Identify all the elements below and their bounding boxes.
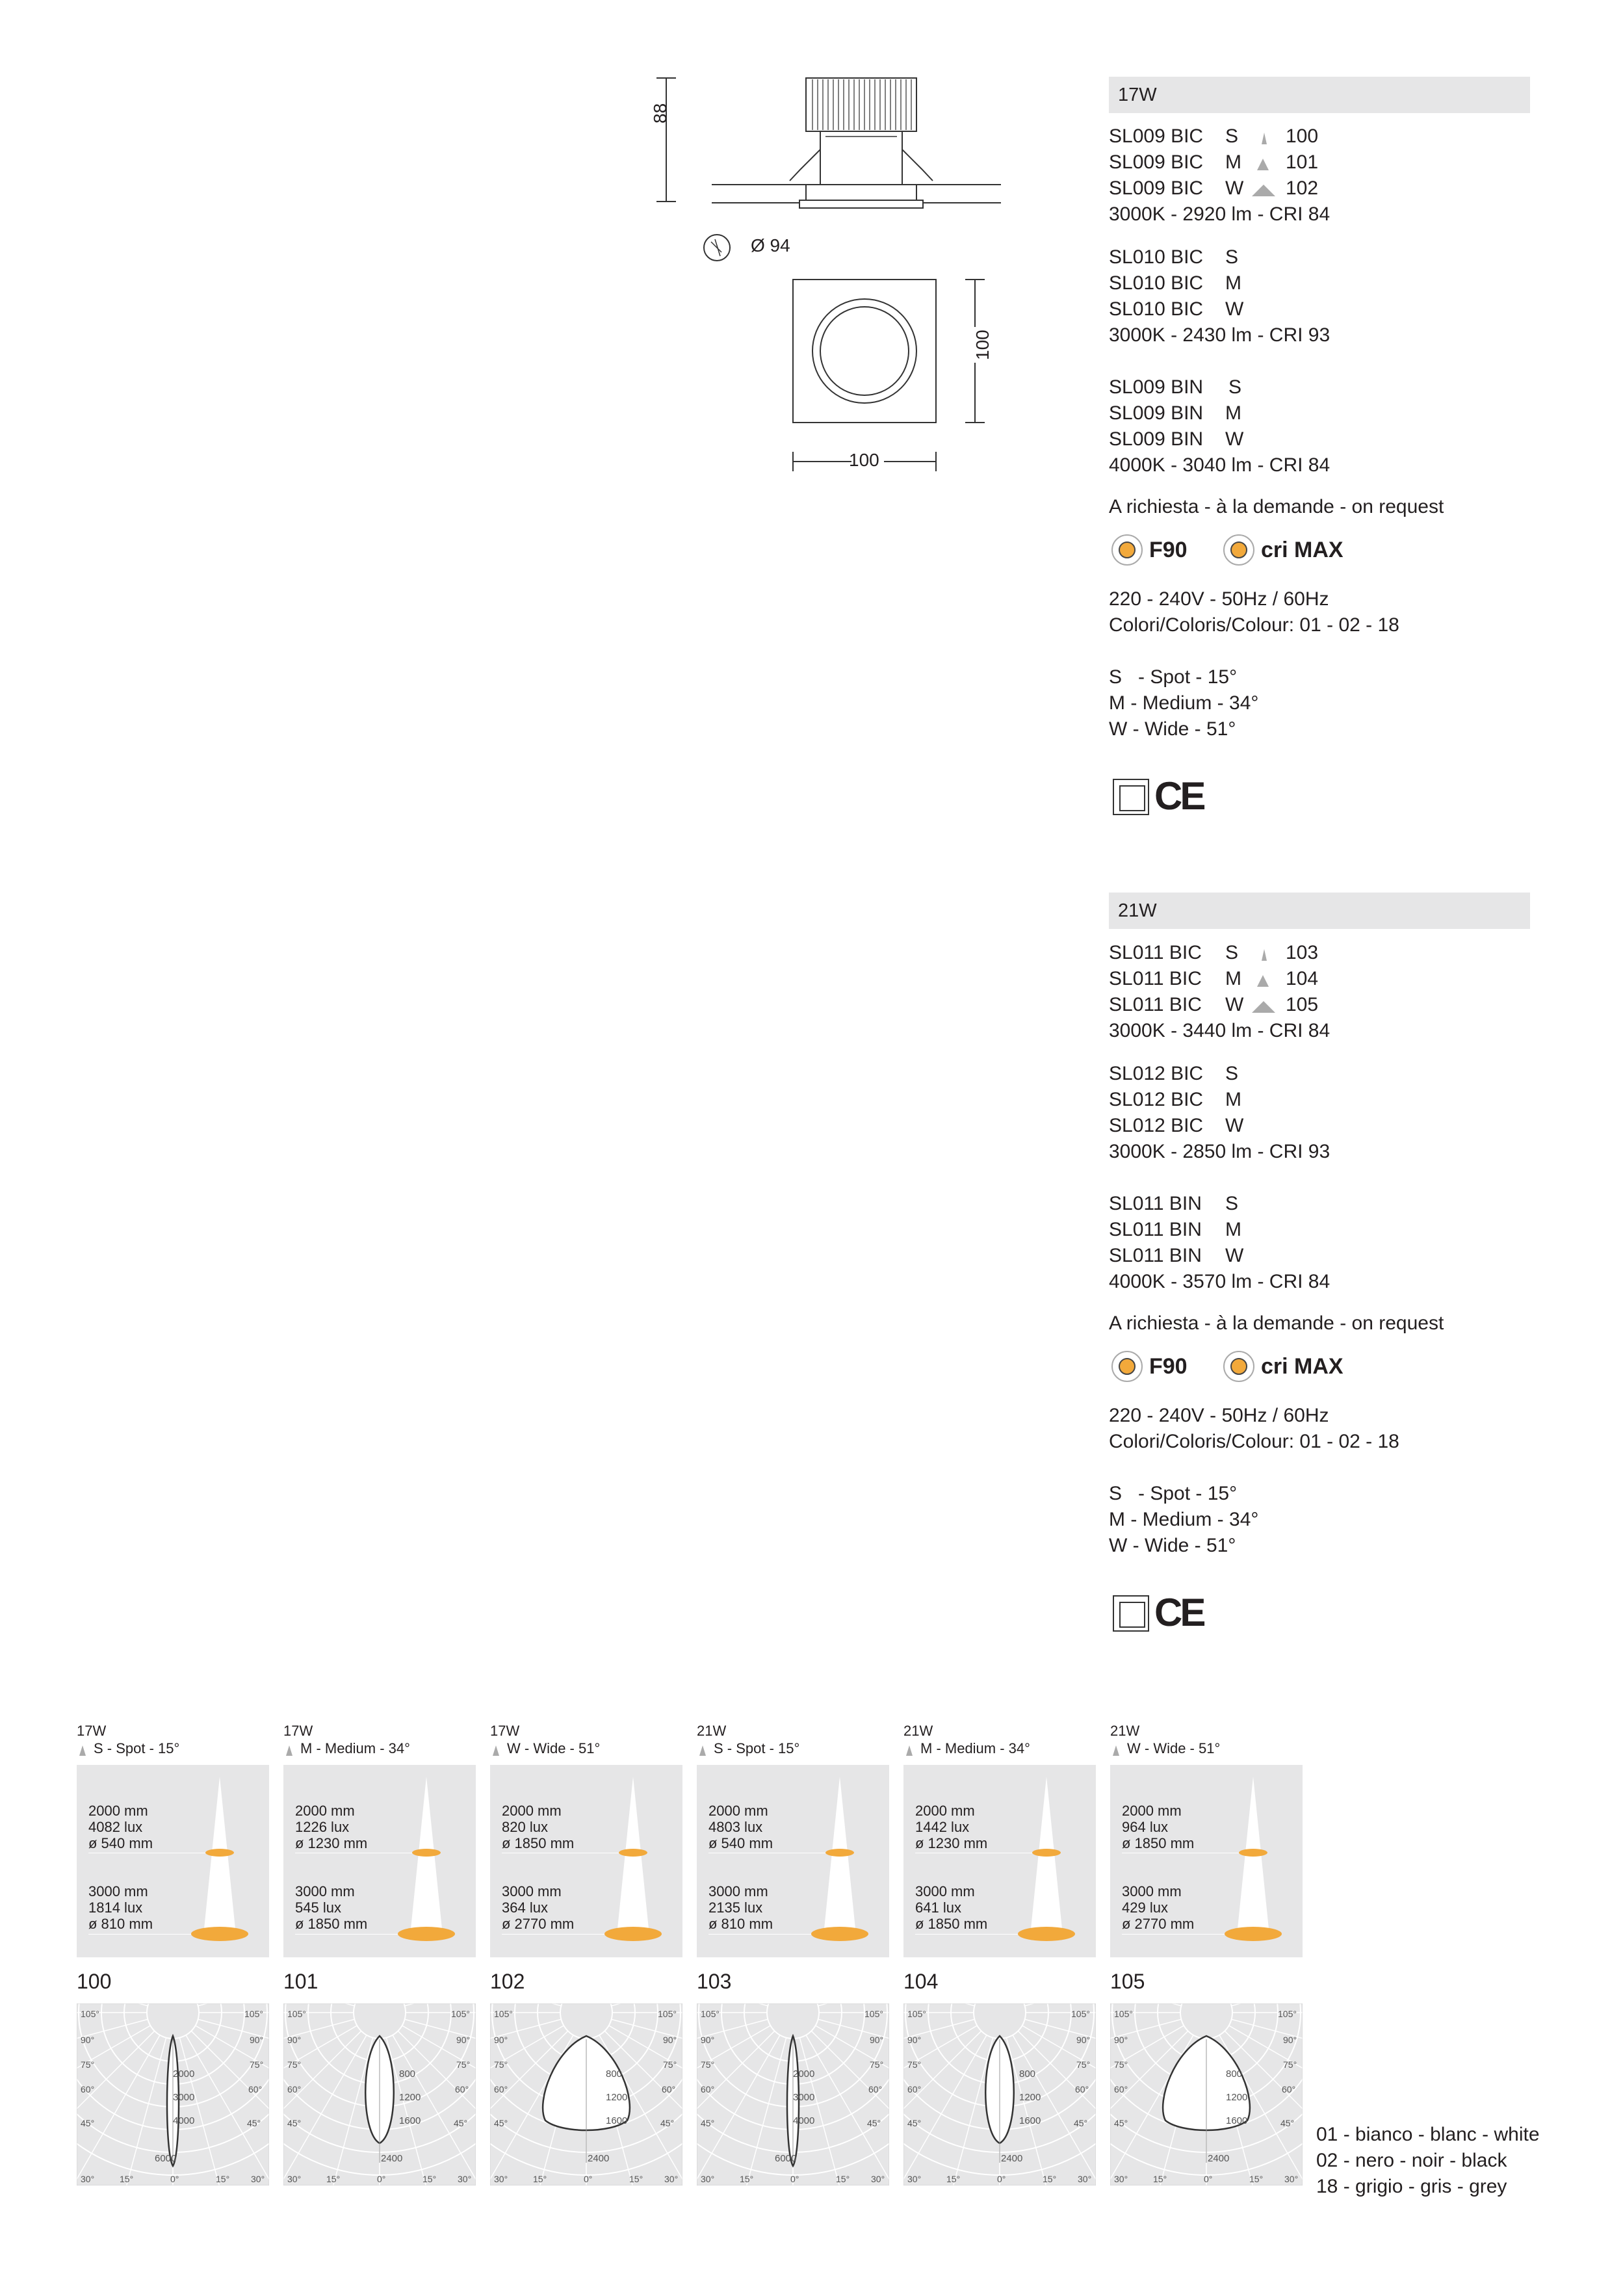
diagram-ref: 103: [1286, 942, 1319, 963]
angle-label: 30°: [1114, 2174, 1128, 2184]
angle-label: 15°: [1249, 2174, 1264, 2184]
angle-label: 90°: [1076, 2035, 1091, 2045]
angle-label: 45°: [1074, 2118, 1088, 2128]
cone-o1: ø 1230 mm: [915, 1835, 988, 1851]
angle-label: 60°: [701, 2084, 715, 2094]
medium-triangle-icon: [1253, 157, 1273, 172]
beam-letter: S: [1225, 942, 1239, 963]
beam-letter: W: [1225, 1115, 1244, 1136]
cone-l2: 364 lux: [502, 1899, 548, 1916]
intensity-label: 2000: [173, 2068, 195, 2080]
beam-wide: W - Wide - 51°: [1109, 1535, 1236, 1556]
colour-legend-item: 02 - nero - noir - black: [1316, 2150, 1507, 2171]
angle-label: 90°: [456, 2035, 471, 2045]
angle-label: 15°: [120, 2174, 134, 2184]
on-request-label: A richiesta - à la demande - on request: [1109, 496, 1444, 517]
cone-o1: ø 1230 mm: [295, 1835, 368, 1851]
beam-letter: M: [1225, 272, 1241, 294]
angle-label: 45°: [454, 2118, 468, 2128]
angle-label: 15°: [946, 2174, 961, 2184]
beam-letter: M: [1225, 1219, 1241, 1240]
beam-letter: M: [1225, 402, 1241, 424]
angle-label: 105°: [907, 2009, 926, 2019]
angle-label: 75°: [287, 2059, 302, 2070]
beam-spot: S - Spot - 15°: [1109, 666, 1238, 688]
beam-letter: W: [1225, 298, 1244, 320]
beam-letter: S: [1225, 125, 1239, 147]
polar-diagram: [490, 2003, 682, 2185]
cone-l1: 4803 lux: [708, 1819, 763, 1835]
cone-d2: 3000 mm: [88, 1883, 148, 1899]
angle-label: 60°: [287, 2084, 302, 2094]
cone-l2: 429 lux: [1122, 1899, 1168, 1916]
panel-power: 17W: [77, 1723, 107, 1739]
diagram-ref: 105: [1286, 994, 1319, 1015]
angle-label: 0°: [997, 2174, 1006, 2184]
spec-line: 3000K - 3440 lm - CRI 84: [1109, 1020, 1331, 1041]
angle-label: 15°: [1043, 2174, 1057, 2184]
cone-d2: 3000 mm: [502, 1883, 562, 1899]
beam-triangle-icon: [1110, 1744, 1123, 1757]
product-code: SL011 BIC: [1109, 994, 1202, 1015]
intensity-label: 1600: [399, 2115, 421, 2126]
angle-label: 75°: [250, 2059, 264, 2070]
angle-label: 15°: [1153, 2174, 1167, 2184]
angle-label: 30°: [871, 2174, 885, 2184]
angle-label: 45°: [1280, 2118, 1295, 2128]
diagram-ref: 104: [1286, 968, 1319, 989]
fixture-front-drawing: [786, 273, 1007, 488]
beam-spot-near: [205, 1849, 234, 1857]
beam-cone: [490, 1765, 682, 1957]
angle-label: 75°: [81, 2059, 95, 2070]
medium-triangle-icon: [1253, 974, 1273, 988]
cone-l2: 1814 lux: [88, 1899, 143, 1916]
product-code: SL010 BIC: [1109, 298, 1204, 320]
cri-max-label: cri MAX: [1261, 537, 1344, 562]
intensity-label: 2400: [1001, 2153, 1023, 2164]
beam-cone: [283, 1765, 476, 1957]
cri-max-icon: [1223, 534, 1254, 566]
polar-diagram: [283, 2003, 476, 2185]
angle-label: 105°: [701, 2009, 720, 2019]
product-code: SL012 BIC: [1109, 1115, 1204, 1136]
beam-cone: [697, 1765, 889, 1957]
angle-label: 105°: [81, 2009, 99, 2019]
product-code: SL012 BIC: [1109, 1063, 1204, 1084]
intensity-label: 2400: [588, 2153, 610, 2164]
angle-label: 30°: [251, 2174, 265, 2184]
polar-diagram: [1110, 2003, 1303, 2185]
angle-label: 0°: [1204, 2174, 1213, 2184]
angle-label: 75°: [663, 2059, 677, 2070]
intensity-label: 3000: [793, 2092, 815, 2103]
cone-d2: 3000 mm: [915, 1883, 975, 1899]
f90-badge: [1111, 1348, 1188, 1385]
angle-label: 45°: [867, 2118, 881, 2128]
spot-triangle-icon: [1256, 131, 1273, 146]
angle-label: 30°: [664, 2174, 679, 2184]
intensity-label: 1600: [1019, 2115, 1041, 2126]
cone-l2: 545 lux: [295, 1899, 341, 1916]
polar-diagram: [77, 2003, 269, 2185]
cone-l2: 2135 lux: [708, 1899, 763, 1916]
cutout-diameter: Ø 94: [751, 235, 790, 255]
diagram-number: 103: [697, 1970, 732, 1993]
diagram-ref: 101: [1286, 151, 1319, 173]
angle-label: 105°: [658, 2009, 677, 2019]
panel-beam: S - Spot - 15°: [714, 1740, 800, 1756]
beam-triangle-icon: [283, 1744, 296, 1757]
beam-cone-panel: [490, 1765, 682, 1957]
voltage: 220 - 240V - 50Hz / 60Hz: [1109, 588, 1329, 610]
beam-spot-far: [604, 1927, 662, 1941]
cone-o2: ø 2770 mm: [502, 1916, 575, 1932]
angle-label: 30°: [494, 2174, 508, 2184]
product-code: SL009 BIN: [1109, 428, 1204, 450]
beam-triangle-icon: [77, 1744, 90, 1757]
wide-triangle-icon: [1249, 1000, 1278, 1014]
cone-l2: 641 lux: [915, 1899, 961, 1916]
cone-d1: 2000 mm: [708, 1803, 768, 1819]
angle-label: 105°: [494, 2009, 513, 2019]
beam-spot-near: [1239, 1849, 1267, 1857]
angle-label: 60°: [1282, 2084, 1296, 2094]
angle-label: 90°: [287, 2035, 302, 2045]
polar-diagram: [697, 2003, 889, 2185]
beam-spot-near: [1032, 1849, 1061, 1857]
angle-label: 45°: [701, 2118, 715, 2128]
angle-label: 105°: [1071, 2009, 1090, 2019]
product-code: SL011 BIN: [1109, 1219, 1202, 1240]
cone-o1: ø 540 mm: [88, 1835, 153, 1851]
panel-beam: M - Medium - 34°: [300, 1740, 410, 1756]
cri-max-label: cri MAX: [1261, 1353, 1344, 1379]
beam-triangle-icon: [903, 1744, 916, 1757]
voltage: 220 - 240V - 50Hz / 60Hz: [1109, 1405, 1329, 1426]
intensity-label: 800: [1226, 2068, 1243, 2080]
intensity-label: 800: [1019, 2068, 1036, 2080]
class-ii-icon: [1113, 779, 1149, 815]
cone-d1: 2000 mm: [88, 1803, 148, 1819]
angle-label: 105°: [287, 2009, 306, 2019]
height-dimension: 88: [650, 103, 670, 124]
spec-line: 4000K - 3570 lm - CRI 84: [1109, 1271, 1331, 1292]
panel-power: 17W: [283, 1723, 313, 1739]
beam-cone-panel: [697, 1765, 889, 1957]
beam-letter: S: [1225, 246, 1239, 268]
angle-label: 60°: [455, 2084, 469, 2094]
intensity-label: 1200: [606, 2092, 628, 2103]
cone-l1: 964 lux: [1122, 1819, 1168, 1835]
beam-cone-panel: [1110, 1765, 1303, 1957]
product-code: SL009 BIC: [1109, 151, 1204, 173]
product-code: SL012 BIC: [1109, 1089, 1204, 1110]
product-code: SL009 BIC: [1109, 177, 1204, 199]
angle-label: 60°: [248, 2084, 263, 2094]
beam-spot-near: [412, 1849, 441, 1857]
beam-letter: W: [1225, 428, 1244, 450]
angle-label: 15°: [533, 2174, 547, 2184]
angle-label: 45°: [81, 2118, 95, 2128]
angle-label: 75°: [907, 2059, 922, 2070]
beam-letter: W: [1225, 1245, 1244, 1266]
product-code: SL010 BIC: [1109, 246, 1204, 268]
angle-label: 15°: [836, 2174, 850, 2184]
colours: Colori/Coloris/Colour: 01 - 02 - 18: [1109, 614, 1399, 636]
angle-label: 45°: [1114, 2118, 1128, 2128]
cone-l1: 4082 lux: [88, 1819, 143, 1835]
intensity-label: 2400: [381, 2153, 403, 2164]
panel-beam: W - Wide - 51°: [507, 1740, 601, 1756]
beam-letter: M: [1225, 151, 1241, 173]
f90-badge: [1111, 532, 1188, 568]
cone-o2: ø 1850 mm: [295, 1916, 368, 1932]
diagram-number: 101: [283, 1970, 318, 1993]
angle-label: 75°: [494, 2059, 508, 2070]
angle-label: 105°: [1114, 2009, 1133, 2019]
angle-label: 30°: [1078, 2174, 1092, 2184]
cone-l1: 1226 lux: [295, 1819, 350, 1835]
beam-cone: [77, 1765, 269, 1957]
angle-label: 30°: [81, 2174, 95, 2184]
product-code: SL011 BIC: [1109, 968, 1202, 989]
intensity-label: 800: [606, 2068, 623, 2080]
angle-label: 15°: [422, 2174, 437, 2184]
diagram-number: 105: [1110, 1970, 1145, 1993]
polar-diagram: [903, 2003, 1096, 2185]
section-header-17w: 17W: [1109, 77, 1530, 113]
angle-label: 90°: [81, 2035, 95, 2045]
product-code: SL009 BIC: [1109, 125, 1204, 147]
panel-power: 21W: [1110, 1723, 1140, 1739]
cone-d1: 2000 mm: [1122, 1803, 1182, 1819]
angle-label: 90°: [250, 2035, 264, 2045]
spec-line: 3000K - 2920 lm - CRI 84: [1109, 203, 1331, 225]
colour-legend-item: 18 - grigio - gris - grey: [1316, 2176, 1507, 2197]
f90-label: F90: [1149, 1353, 1188, 1379]
diagram-number: 100: [77, 1970, 112, 1993]
intensity-label: 6000: [775, 2153, 797, 2164]
panel-power: 21W: [697, 1723, 727, 1739]
panel-power: 17W: [490, 1723, 520, 1739]
f90-icon: [1111, 1351, 1143, 1382]
beam-spot-far: [398, 1927, 455, 1941]
angle-label: 15°: [216, 2174, 230, 2184]
angle-label: 90°: [907, 2035, 922, 2045]
beam-letter: S: [1225, 1193, 1239, 1214]
on-request-label: A richiesta - à la demande - on request: [1109, 1312, 1444, 1334]
intensity-label: 6000: [155, 2153, 177, 2164]
angle-label: 0°: [584, 2174, 593, 2184]
beam-spot-far: [191, 1927, 248, 1941]
cone-d1: 2000 mm: [915, 1803, 975, 1819]
intensity-label: 4000: [173, 2115, 195, 2126]
fixture-side-drawing: [650, 65, 1014, 234]
beam-spot-far: [1018, 1927, 1075, 1941]
beam-letter: M: [1225, 968, 1241, 989]
angle-label: 60°: [81, 2084, 95, 2094]
class-ii-icon: [1113, 1595, 1149, 1632]
beam-letter: S: [1228, 376, 1242, 398]
angle-label: 90°: [494, 2035, 508, 2045]
angle-label: 0°: [170, 2174, 179, 2184]
angle-label: 75°: [870, 2059, 884, 2070]
cri-max-icon: [1223, 1351, 1254, 1382]
spec-line: 3000K - 2430 lm - CRI 93: [1109, 324, 1331, 346]
beam-cone-panel: [77, 1765, 269, 1957]
angle-label: 75°: [1283, 2059, 1297, 2070]
cone-o1: ø 540 mm: [708, 1835, 773, 1851]
angle-label: 0°: [377, 2174, 386, 2184]
cone-o2: ø 810 mm: [88, 1916, 153, 1932]
angle-label: 30°: [1284, 2174, 1299, 2184]
section-header-21w: 21W: [1109, 893, 1530, 929]
beam-triangle-icon: [490, 1744, 503, 1757]
beam-medium: M - Medium - 34°: [1109, 692, 1259, 714]
intensity-label: 1200: [399, 2092, 421, 2103]
panel-beam: W - Wide - 51°: [1127, 1740, 1221, 1756]
angle-label: 45°: [494, 2118, 508, 2128]
beam-spot-far: [811, 1927, 868, 1941]
angle-label: 60°: [494, 2084, 508, 2094]
spec-line: 4000K - 3040 lm - CRI 84: [1109, 454, 1331, 476]
angle-label: 105°: [451, 2009, 470, 2019]
spot-triangle-icon: [1256, 948, 1273, 962]
angle-label: 45°: [907, 2118, 922, 2128]
beam-letter: W: [1225, 177, 1244, 199]
diagram-number: 104: [903, 1970, 939, 1993]
intensity-label: 4000: [793, 2115, 815, 2126]
colour-legend-item: 01 - bianco - blanc - white: [1316, 2124, 1540, 2145]
angle-label: 15°: [629, 2174, 643, 2184]
angle-label: 30°: [701, 2174, 715, 2184]
f90-icon: [1111, 534, 1143, 566]
panel-power: 21W: [903, 1723, 933, 1739]
product-code: SL011 BIN: [1109, 1245, 1202, 1266]
cone-d2: 3000 mm: [1122, 1883, 1182, 1899]
cone-o2: ø 1850 mm: [915, 1916, 988, 1932]
panel-beam: M - Medium - 34°: [920, 1740, 1030, 1756]
product-code: SL009 BIN: [1109, 402, 1204, 424]
angle-label: 60°: [662, 2084, 676, 2094]
beam-medium: M - Medium - 34°: [1109, 1509, 1259, 1530]
angle-label: 60°: [1075, 2084, 1089, 2094]
angle-label: 75°: [1114, 2059, 1128, 2070]
beam-spot-near: [619, 1849, 647, 1857]
bottom-dimension: 100: [849, 450, 879, 470]
intensity-label: 1200: [1019, 2092, 1041, 2103]
angle-label: 60°: [907, 2084, 922, 2094]
angle-label: 105°: [244, 2009, 263, 2019]
wide-triangle-icon: [1249, 183, 1278, 198]
beam-letter: S: [1225, 1063, 1239, 1084]
ce-mark: CE: [1154, 774, 1204, 818]
angle-label: 90°: [870, 2035, 884, 2045]
angle-label: 30°: [287, 2174, 302, 2184]
diagram-ref: 100: [1286, 125, 1319, 147]
beam-spot-far: [1225, 1927, 1282, 1941]
angle-label: 45°: [287, 2118, 302, 2128]
angle-label: 30°: [907, 2174, 922, 2184]
beam-wide: W - Wide - 51°: [1109, 718, 1236, 740]
f90-label: F90: [1149, 537, 1188, 562]
ce-mark: CE: [1154, 1591, 1204, 1634]
angle-label: 60°: [1114, 2084, 1128, 2094]
angle-label: 0°: [790, 2174, 799, 2184]
angle-label: 90°: [701, 2035, 715, 2045]
beam-cone: [903, 1765, 1096, 1957]
intensity-label: 2000: [793, 2068, 815, 2080]
angle-label: 45°: [660, 2118, 675, 2128]
side-dimension: 100: [972, 327, 993, 363]
product-code: SL010 BIC: [1109, 272, 1204, 294]
angle-label: 60°: [868, 2084, 883, 2094]
beam-cone-panel: [903, 1765, 1096, 1957]
angle-label: 45°: [247, 2118, 261, 2128]
cri-max-badge: [1223, 1348, 1344, 1385]
angle-label: 105°: [864, 2009, 883, 2019]
beam-spot: S - Spot - 15°: [1109, 1483, 1238, 1504]
cone-d1: 2000 mm: [295, 1803, 355, 1819]
cutout-icon: [702, 233, 732, 263]
diagram-number: 102: [490, 1970, 525, 1993]
angle-label: 75°: [1076, 2059, 1091, 2070]
angle-label: 105°: [1278, 2009, 1297, 2019]
beam-cone-panel: [283, 1765, 476, 1957]
angle-label: 90°: [663, 2035, 677, 2045]
product-code: SL009 BIN: [1109, 376, 1204, 398]
angle-label: 75°: [701, 2059, 715, 2070]
cone-d2: 3000 mm: [708, 1883, 768, 1899]
beam-cone: [1110, 1765, 1303, 1957]
diagram-ref: 102: [1286, 177, 1319, 199]
beam-spot-near: [825, 1849, 854, 1857]
cone-o1: ø 1850 mm: [1122, 1835, 1195, 1851]
intensity-label: 1200: [1226, 2092, 1248, 2103]
angle-label: 75°: [456, 2059, 471, 2070]
cone-l1: 820 lux: [502, 1819, 548, 1835]
beam-triangle-icon: [697, 1744, 710, 1757]
angle-label: 90°: [1114, 2035, 1128, 2045]
cone-o1: ø 1850 mm: [502, 1835, 575, 1851]
product-code: SL011 BIN: [1109, 1193, 1202, 1214]
angle-label: 90°: [1283, 2035, 1297, 2045]
cone-d2: 3000 mm: [295, 1883, 355, 1899]
cone-l1: 1442 lux: [915, 1819, 970, 1835]
intensity-label: 2400: [1208, 2153, 1230, 2164]
colours: Colori/Coloris/Colour: 01 - 02 - 18: [1109, 1431, 1399, 1452]
beam-letter: M: [1225, 1089, 1241, 1110]
product-code: SL011 BIC: [1109, 942, 1202, 963]
cone-o2: ø 810 mm: [708, 1916, 773, 1932]
cone-d1: 2000 mm: [502, 1803, 562, 1819]
cri-max-badge: [1223, 532, 1344, 568]
intensity-label: 1600: [606, 2115, 628, 2126]
intensity-label: 3000: [173, 2092, 195, 2103]
angle-label: 30°: [458, 2174, 472, 2184]
intensity-label: 1600: [1226, 2115, 1248, 2126]
cone-o2: ø 2770 mm: [1122, 1916, 1195, 1932]
spec-line: 3000K - 2850 lm - CRI 93: [1109, 1141, 1331, 1162]
angle-label: 15°: [740, 2174, 754, 2184]
intensity-label: 800: [399, 2068, 416, 2080]
beam-letter: W: [1225, 994, 1244, 1015]
angle-label: 15°: [326, 2174, 341, 2184]
panel-beam: S - Spot - 15°: [94, 1740, 180, 1756]
